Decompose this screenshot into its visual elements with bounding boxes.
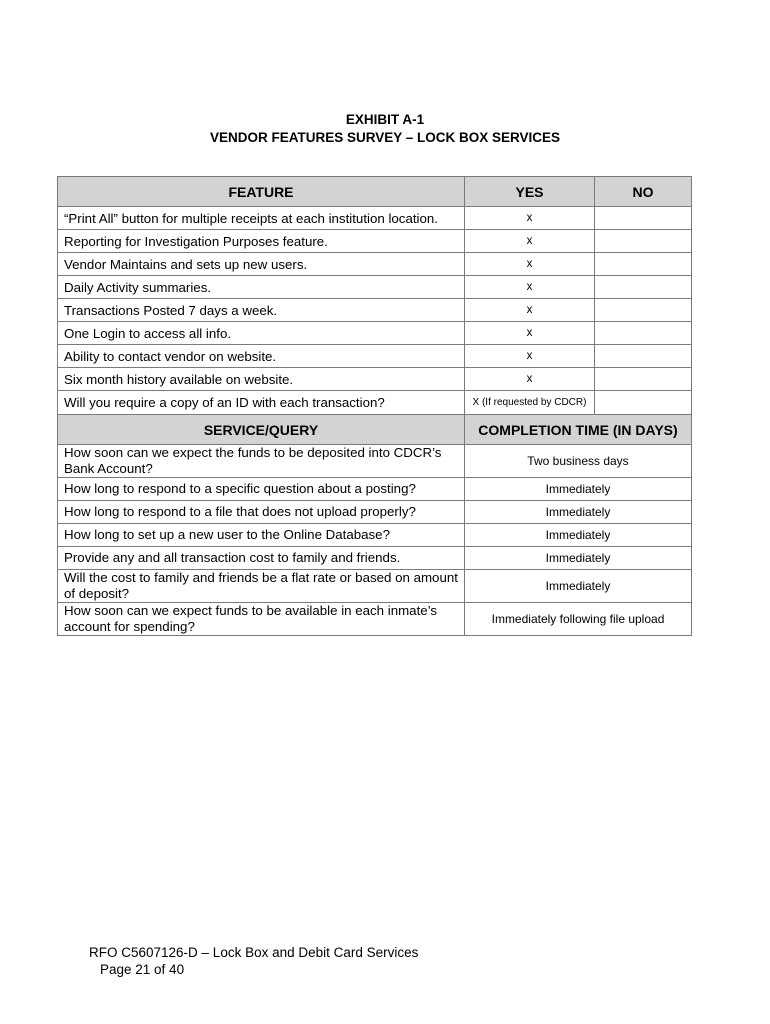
completion-time-cell: Immediately following file upload <box>465 603 692 636</box>
no-cell <box>595 368 692 391</box>
query-cell: How soon can we expect the funds to be deposited into CDCR’s Bank Account? <box>58 445 465 478</box>
yes-column-header: YES <box>465 177 595 207</box>
feature-cell: Transactions Posted 7 days a week. <box>58 299 465 322</box>
features-header-row <box>58 177 692 207</box>
yes-cell: x <box>465 230 595 253</box>
yes-cell: x <box>465 253 595 276</box>
vendor-features-table <box>57 176 692 636</box>
page-footer <box>89 944 418 978</box>
yes-cell: x <box>465 276 595 299</box>
exhibit-label: EXHIBIT A-1 <box>345 112 425 127</box>
table-row <box>58 368 692 391</box>
feature-cell: One Login to access all info. <box>58 322 465 345</box>
yes-cell: x <box>465 322 595 345</box>
no-cell <box>595 253 692 276</box>
no-cell <box>595 299 692 322</box>
no-column-header: NO <box>595 177 692 207</box>
table-row <box>58 524 692 547</box>
document-reference: RFO C5607126-D – Lock Box and Debit Card Services <box>89 945 419 960</box>
completion-time-column-header: COMPLETION TIME (IN DAYS) <box>465 415 692 445</box>
table-row <box>58 391 692 415</box>
table-row <box>58 345 692 368</box>
yes-cell: X (If requested by CDCR) <box>465 391 595 415</box>
completion-time-cell: Immediately <box>465 570 692 603</box>
feature-cell: Reporting for Investigation Purposes feature. <box>58 230 465 253</box>
table-row <box>58 207 692 230</box>
table-row <box>58 230 692 253</box>
table-row <box>58 322 692 345</box>
query-cell: How long to respond to a specific question about a posting? <box>58 478 465 501</box>
no-cell <box>595 276 692 299</box>
service-header-row <box>58 415 692 445</box>
table-row <box>58 478 692 501</box>
table-row <box>58 501 692 524</box>
completion-time-cell: Immediately <box>465 547 692 570</box>
completion-time-cell: Two business days <box>465 445 692 478</box>
feature-cell: Daily Activity summaries. <box>58 276 465 299</box>
survey-title: VENDOR FEATURES SURVEY – LOCK BOX SERVICES <box>209 130 561 145</box>
yes-cell: x <box>465 345 595 368</box>
yes-cell: x <box>465 299 595 322</box>
no-cell <box>595 345 692 368</box>
table-row <box>58 570 692 603</box>
table-row <box>58 445 692 478</box>
feature-cell: Ability to contact vendor on website. <box>58 345 465 368</box>
table-row <box>58 276 692 299</box>
completion-time-cell: Immediately <box>465 524 692 547</box>
feature-cell: Will you require a copy of an ID with each transaction? <box>58 391 465 415</box>
feature-cell: “Print All” button for multiple receipts at each institution location. <box>58 207 465 230</box>
query-cell: Will the cost to family and friends be a flat rate or based on amount of deposit? <box>58 570 465 603</box>
table-row <box>58 603 692 636</box>
service-query-column-header: SERVICE/QUERY <box>58 415 465 445</box>
yes-cell: x <box>465 368 595 391</box>
table-row <box>58 547 692 570</box>
query-cell: How long to set up a new user to the Online Database? <box>58 524 465 547</box>
table-row <box>58 299 692 322</box>
query-cell: How soon can we expect funds to be available in each inmate’s account for spending? <box>58 603 465 636</box>
feature-cell: Vendor Maintains and sets up new users. <box>58 253 465 276</box>
no-cell <box>595 230 692 253</box>
no-cell <box>595 207 692 230</box>
yes-cell: x <box>465 207 595 230</box>
completion-time-cell: Immediately <box>465 501 692 524</box>
feature-cell: Six month history available on website. <box>58 368 465 391</box>
table-row <box>58 253 692 276</box>
no-cell <box>595 391 692 415</box>
page-number: Page 21 of 40 <box>100 962 185 977</box>
completion-time-cell: Immediately <box>465 478 692 501</box>
no-cell <box>595 322 692 345</box>
query-cell: Provide any and all transaction cost to family and friends. <box>58 547 465 570</box>
document-heading <box>0 111 770 147</box>
query-cell: How long to respond to a file that does not upload properly? <box>58 501 465 524</box>
feature-column-header: FEATURE <box>58 177 465 207</box>
